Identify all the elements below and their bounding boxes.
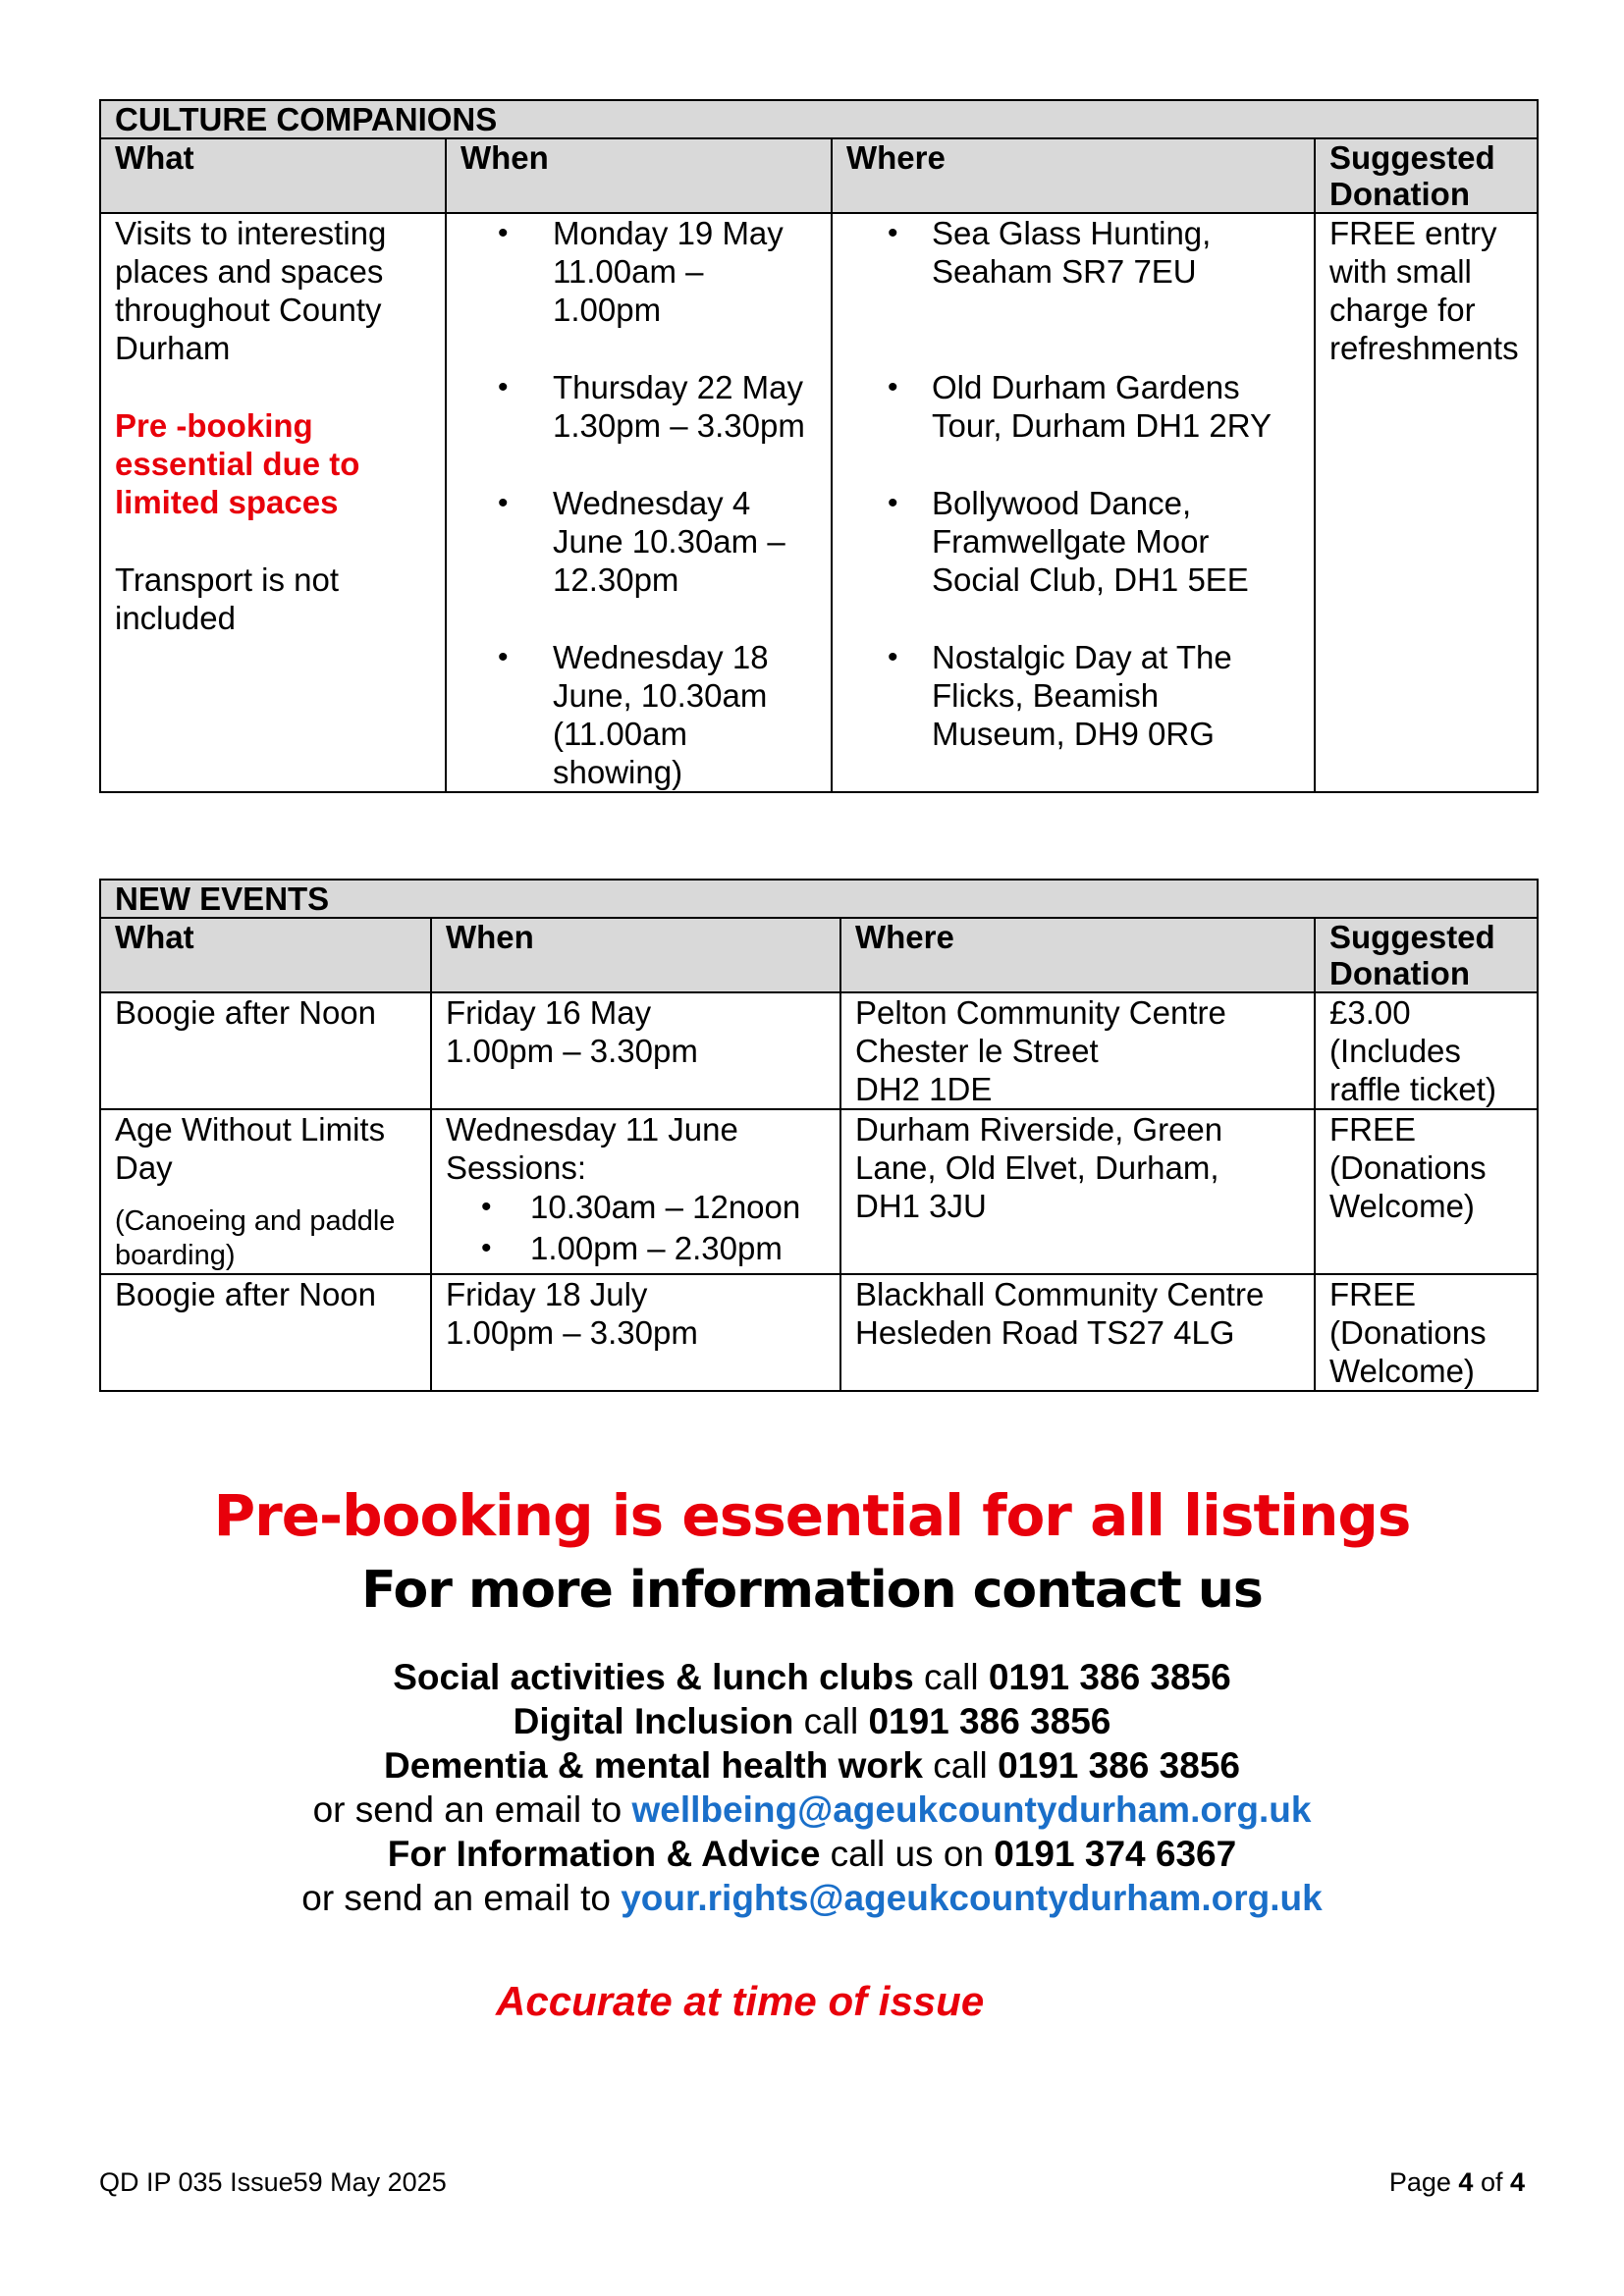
event-donation-line: (Donations: [1329, 1149, 1487, 1186]
culture-donation-line: charge for: [1329, 292, 1476, 328]
culture-when-line: 1.30pm – 3.30pm: [553, 407, 805, 444]
document-reference: QD IP 035 Issue59 May 2025: [99, 2167, 447, 2197]
contact-call-text: call: [922, 1745, 999, 1786]
rights-email-link[interactable]: your.rights@ageukcountydurham.org.uk: [621, 1878, 1323, 1918]
prebook-warning-line: limited spaces: [115, 484, 339, 520]
contact-call-text: call us on: [820, 1834, 995, 1874]
new-events-header-where: Where: [840, 918, 1315, 992]
contact-service: Dementia & mental health work: [384, 1745, 923, 1786]
event-donation-line: £3.00: [1329, 994, 1411, 1031]
culture-when-line: 1.00pm: [553, 292, 662, 328]
contact-line-dementia: [0, 1743, 1624, 1788]
event-donation-line: FREE: [1329, 1276, 1417, 1312]
event-what-line: Day: [115, 1149, 173, 1186]
transport-note-line: Transport is not: [115, 561, 340, 598]
culture-where-item: [833, 214, 1300, 291]
event-when: [431, 1109, 840, 1274]
event-where-line: DH1 3JU: [855, 1188, 987, 1224]
culture-where-cell: [832, 213, 1315, 792]
page-total: 4: [1509, 2167, 1525, 2197]
event-donation: [1315, 1109, 1538, 1274]
event-when-line: 1.00pm – 3.30pm: [446, 1314, 698, 1351]
culture-where-line: Flicks, Beamish: [932, 677, 1160, 714]
culture-where-line: • Sea Glass Hunting,: [932, 215, 1212, 251]
page-current: 4: [1458, 2167, 1474, 2197]
event-when-line: 1.00pm – 3.30pm: [446, 1033, 698, 1069]
culture-when-line: (11.00am: [553, 716, 687, 752]
culture-where-item: [833, 638, 1300, 753]
contact-line-digital: [0, 1699, 1624, 1743]
culture-when-line: 12.30pm: [553, 561, 679, 598]
event-what-note: (Canoeing and paddle: [115, 1205, 396, 1237]
culture-where-item: [833, 368, 1300, 445]
culture-donation-line: with small: [1329, 253, 1472, 290]
culture-donation-cell: [1315, 213, 1538, 792]
contact-line-advice: [0, 1832, 1624, 1876]
culture-header-where: Where: [832, 138, 1315, 213]
email-line-wellbeing: [0, 1788, 1624, 1832]
contact-details: [0, 1655, 1624, 1920]
accuracy-note: Accurate at time of issue: [496, 1978, 985, 2024]
culture-what-line: places and spaces: [115, 253, 384, 290]
culture-when-line: showing): [553, 754, 683, 790]
email-line-rights: [0, 1876, 1624, 1920]
culture-where-line: • Bollywood Dance,: [932, 485, 1192, 521]
contact-call-text: call: [913, 1657, 989, 1697]
event-when-line: Friday 16 May: [446, 994, 652, 1031]
event-when: [431, 1274, 840, 1391]
culture-when-line: • Thursday 22 May: [553, 369, 803, 405]
phone-number[interactable]: 0191 386 3856: [988, 1657, 1231, 1697]
culture-header-donation-line1: Suggested: [1329, 139, 1495, 176]
table-row: [100, 1274, 1538, 1391]
culture-when-line: 11.00am –: [553, 253, 704, 290]
prebook-warning-line: Pre -booking: [115, 407, 313, 444]
event-donation: [1315, 992, 1538, 1109]
wellbeing-email-link[interactable]: wellbeing@ageukcountydurham.org.uk: [631, 1789, 1312, 1830]
event-what-line: Age Without Limits: [115, 1111, 386, 1148]
event-donation-line: raffle ticket): [1329, 1071, 1496, 1107]
event-where-line: Hesleden Road TS27 4LG: [855, 1314, 1235, 1351]
culture-table-title: CULTURE COMPANIONS: [100, 100, 1538, 138]
new-events-header-when: When: [431, 918, 840, 992]
transport-note-line: included: [115, 600, 236, 636]
culture-where-item: [833, 484, 1300, 599]
session-item: • 10.30am – 12noon: [432, 1187, 826, 1228]
culture-where-line: Seaham SR7 7EU: [932, 253, 1197, 290]
culture-when-item: [447, 484, 817, 599]
event-where: [840, 1109, 1315, 1274]
culture-donation-line: FREE entry: [1329, 215, 1497, 251]
culture-when-line: June, 10.30am: [553, 677, 768, 714]
new-events-table: [99, 879, 1539, 1392]
prebook-warning-line: essential due to: [115, 446, 360, 482]
event-donation-line: (Includes: [1329, 1033, 1461, 1069]
culture-where-line: Museum, DH9 0RG: [932, 716, 1215, 752]
event-where-line: Blackhall Community Centre: [855, 1276, 1265, 1312]
culture-what-line: throughout County: [115, 292, 382, 328]
culture-where-line: Tour, Durham DH1 2RY: [932, 407, 1272, 444]
culture-where-line: • Old Durham Gardens: [932, 369, 1240, 405]
culture-when-line: • Wednesday 18: [553, 639, 769, 675]
table-row: [100, 1109, 1538, 1274]
table-row: [100, 992, 1538, 1109]
culture-companions-table: [99, 99, 1539, 793]
email-prefix: or send an email to: [312, 1789, 632, 1830]
phone-number[interactable]: 0191 386 3856: [868, 1701, 1111, 1741]
event-when: [431, 992, 840, 1109]
phone-number[interactable]: 0191 386 3856: [998, 1745, 1240, 1786]
culture-what-line: Durham: [115, 330, 231, 366]
event-when-line: Wednesday 11 June: [446, 1111, 738, 1148]
event-donation-line: FREE: [1329, 1111, 1417, 1148]
event-what: Boogie after Noon: [100, 992, 431, 1109]
culture-when-item: [447, 214, 817, 329]
page-number: [1389, 2167, 1525, 2198]
new-events-header-donation-line1: Suggested: [1329, 919, 1495, 955]
new-events-title: NEW EVENTS: [100, 880, 1538, 918]
contact-service: Social activities & lunch clubs: [393, 1657, 914, 1697]
session-item: • 1.00pm – 2.30pm: [432, 1228, 826, 1269]
culture-when-cell: [446, 213, 832, 792]
session-list: [432, 1187, 826, 1269]
culture-what-cell: [100, 213, 446, 792]
culture-where-line: • Nostalgic Day at The: [932, 639, 1232, 675]
event-donation-line: Welcome): [1329, 1188, 1475, 1224]
event-where-line: Durham Riverside, Green: [855, 1111, 1223, 1148]
new-events-header-donation: [1315, 918, 1538, 992]
culture-donation-line: refreshments: [1329, 330, 1519, 366]
event-what: Boogie after Noon: [100, 1274, 431, 1391]
event-donation-line: Welcome): [1329, 1353, 1475, 1389]
culture-when-line: • Monday 19 May: [553, 215, 784, 251]
culture-when-item: [447, 368, 817, 445]
email-prefix: or send an email to: [301, 1878, 622, 1918]
culture-header-donation-line2: Donation: [1329, 176, 1470, 212]
phone-number[interactable]: 0191 374 6367: [994, 1834, 1237, 1874]
event-when-line: Sessions:: [446, 1149, 587, 1186]
culture-where-line: Framwellgate Moor: [932, 523, 1210, 560]
culture-when-line: June 10.30am –: [553, 523, 785, 560]
event-donation-line: (Donations: [1329, 1314, 1487, 1351]
culture-header-what: What: [100, 138, 446, 213]
event-where-line: Chester le Street: [855, 1033, 1099, 1069]
culture-where-line: Social Club, DH1 5EE: [932, 561, 1249, 598]
culture-header-when: When: [446, 138, 832, 213]
new-events-header-what: What: [100, 918, 431, 992]
event-where: [840, 992, 1315, 1109]
more-info-heading: For more information contact us: [361, 1561, 1263, 1620]
contact-line-social: [0, 1655, 1624, 1699]
culture-header-donation: [1315, 138, 1538, 213]
culture-what-line: Visits to interesting: [115, 215, 387, 251]
prebooking-heading: Pre-booking is essential for all listings: [213, 1482, 1411, 1549]
event-where-line: Lane, Old Elvet, Durham,: [855, 1149, 1219, 1186]
contact-service: For Information & Advice: [387, 1834, 821, 1874]
contact-service: Digital Inclusion: [513, 1701, 794, 1741]
event-where-line: DH2 1DE: [855, 1071, 993, 1107]
event-where: [840, 1274, 1315, 1391]
event-donation: [1315, 1274, 1538, 1391]
page-label: Page: [1388, 2167, 1459, 2197]
event-what-note: boarding): [115, 1240, 236, 1271]
culture-when-item: [447, 638, 817, 791]
page-of-label: of: [1473, 2167, 1510, 2197]
contact-call-text: call: [793, 1701, 869, 1741]
event-what: [100, 1109, 431, 1274]
culture-when-line: • Wednesday 4: [553, 485, 751, 521]
event-where-line: Pelton Community Centre: [855, 994, 1226, 1031]
event-when-line: Friday 18 July: [446, 1276, 648, 1312]
new-events-header-donation-line2: Donation: [1329, 955, 1470, 991]
